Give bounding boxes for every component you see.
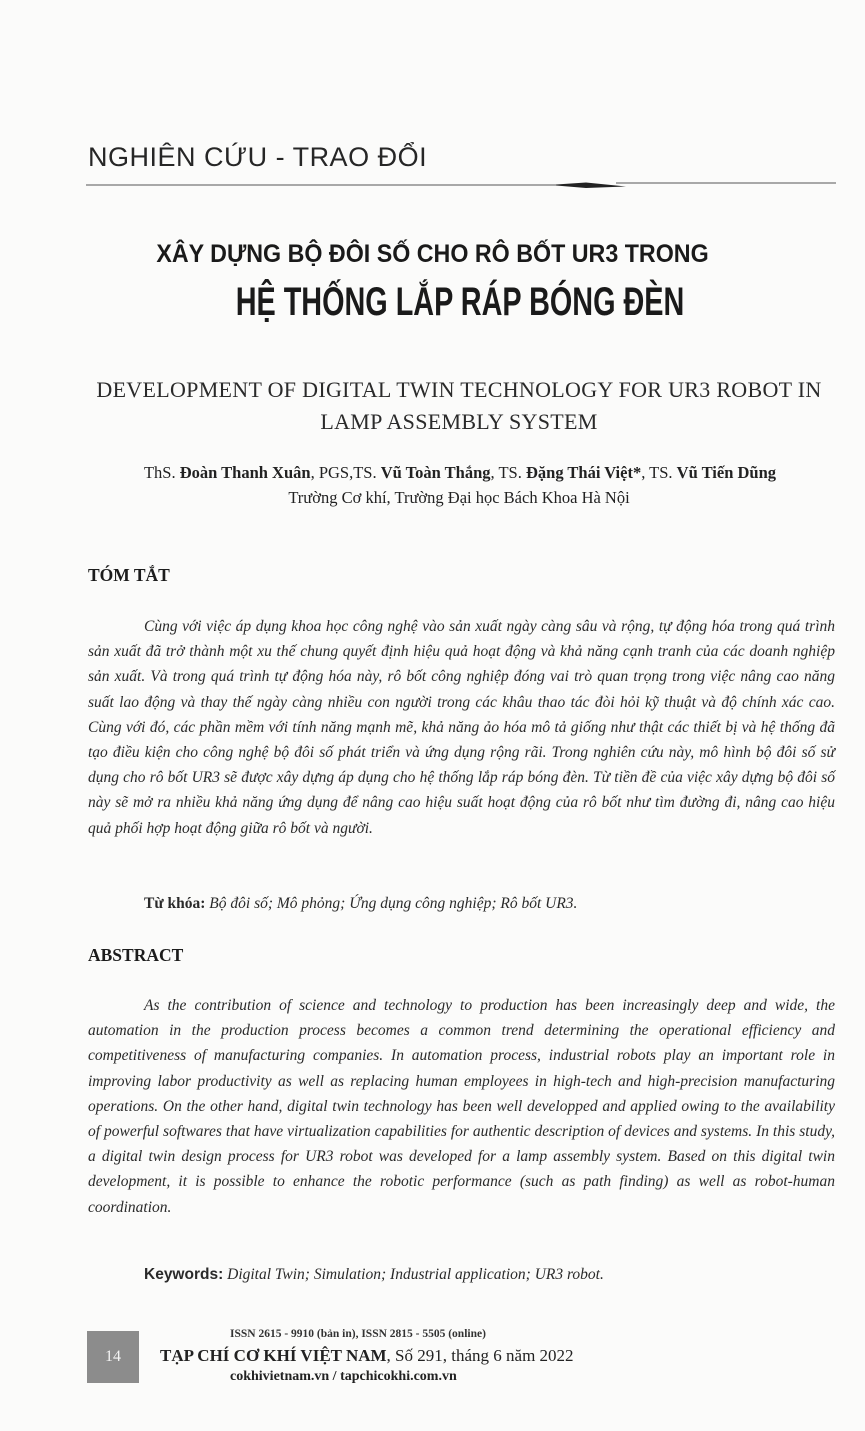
vi-abstract-text: Cùng với việc áp dụng khoa học công nghệ vào sản xuất ngày càng sâu và rộng, tự động hóa trong quá trình sản xuất đã trở thành một xu thế chung quyết định hiệu quả hoạt động và khả năng cạnh tranh của các doanh nghiệp sản xuất. Và trong quá trình tự động hóa này, rô bốt công nghiệp đóng vai trò quan trọng trong việc nâng cao năng suất lao động và thay thế ngày càng nhiều con người trong các khâu thao tác đòi hỏi kỹ thuật và độ chính xác cao. Cùng với đó, các phần mềm với tính năng mạnh mẽ, khả năng ảo hóa mô tả giống như thật các thiết bị và hệ thống đã tạo điều kiện cho công nghệ bộ đôi số phát triển và ứng dụng rộng rãi. Trong nghiên cứu này, mô hình bộ đôi số sử dụng cho rô bốt UR3 sẽ được xây dựng áp dụng cho hệ thống lắp ráp bóng đèn. Từ tiền đề của việc xây dựng bộ đôi số này sẽ mở ra nhiều khả năng ứng dụng để nâng cao hiệu suất hoạt động của rô bốt như tìm đường đi, nâng cao hiệu quả phối hợp hoạt động giữa rô bốt và người. <box>88 618 835 837</box>
journal-citation <box>160 1346 574 1366</box>
vi-abstract-heading: TÓM TẮT <box>88 565 170 585</box>
author-degree: TS. <box>649 463 677 482</box>
author-degree: ThS. <box>143 463 180 482</box>
author-degree: TS. <box>498 463 526 482</box>
issn: ISSN 2615 - 9910 (bản in), ISSN 2815 - 5505 (online) <box>230 1328 486 1340</box>
author-name: Đoàn Thanh Xuân <box>179 463 311 482</box>
author-sep: , <box>310 463 319 482</box>
vi-keywords <box>144 895 577 913</box>
vi-keywords-values: Bộ đôi số; Mô phỏng; Ứng dụng công nghiệp; Rô bốt UR3. <box>205 895 578 912</box>
author-sep: , <box>641 463 650 482</box>
vi-keywords-label: Từ khóa: <box>144 895 206 912</box>
author-sep: , <box>490 463 499 482</box>
en-keywords-values: Digital Twin; Simulation; Industrial application; UR3 robot. <box>223 1266 604 1283</box>
affiliation: Trường Cơ khí, Trường Đại học Bách Khoa Hà Nội <box>288 488 630 507</box>
en-title-line-2: LAMP ASSEMBLY SYSTEM <box>320 409 598 434</box>
journal-name: TẠP CHÍ CƠ KHÍ VIỆT NAM <box>160 1346 387 1365</box>
vi-title-line-2: HỆ THỐNG LẮP RÁP BÓNG ĐÈN <box>235 280 685 324</box>
journal-websites: cokhivietnam.vn / tapchicokhi.com.vn <box>230 1369 457 1384</box>
vi-title-line-1: XÂY DỰNG BỘ ĐÔI SỐ CHO RÔ BỐT UR3 TRONG <box>156 240 709 268</box>
en-keywords-label: Keywords: <box>144 1266 224 1283</box>
author-name: Vũ Tiến Dũng <box>676 463 777 482</box>
journal-issue: , Số 291, tháng 6 năm 2022 <box>386 1346 574 1365</box>
author-name: Vũ Toàn Thắng <box>380 463 491 482</box>
en-title <box>0 374 865 438</box>
en-keywords <box>144 1266 604 1284</box>
en-abstract-text: As the contribution of science and technology to production has been increasingly deep and wide, the automation in the production process becomes a common trend determining the operational efficiency and competitiveness of manufacturing companies. In automation process, industrial robots play an important role in improving labor productivity as well as replacing human employees in high-tech and high-precision manufacturing operations. On the other hand, digital twin technology has been well developped and applied owing to the availability of powerful softwares that have virtualization capabilities for authentic description of devices and systems. In this study, a digital twin design process for UR3 robot was developed for a lamp assembly system. Based on this digital twin development, it is possible to enhance the robotic performance (such as path finding) as well as robot-human coordination. <box>88 997 835 1216</box>
author-name: Đặng Thái Việt* <box>525 463 642 482</box>
page-number: 14 <box>87 1331 139 1383</box>
en-title-line-1: DEVELOPMENT OF DIGITAL TWIN TECHNOLOGY FOR UR3 ROBOT IN <box>96 377 822 402</box>
section-label: NGHIÊN CỨU - TRAO ĐỔI <box>88 142 428 172</box>
author-list <box>60 463 860 483</box>
header-rule <box>86 180 836 192</box>
author-degree: PGS,TS. <box>318 463 381 482</box>
en-abstract-heading: ABSTRACT <box>88 945 184 965</box>
